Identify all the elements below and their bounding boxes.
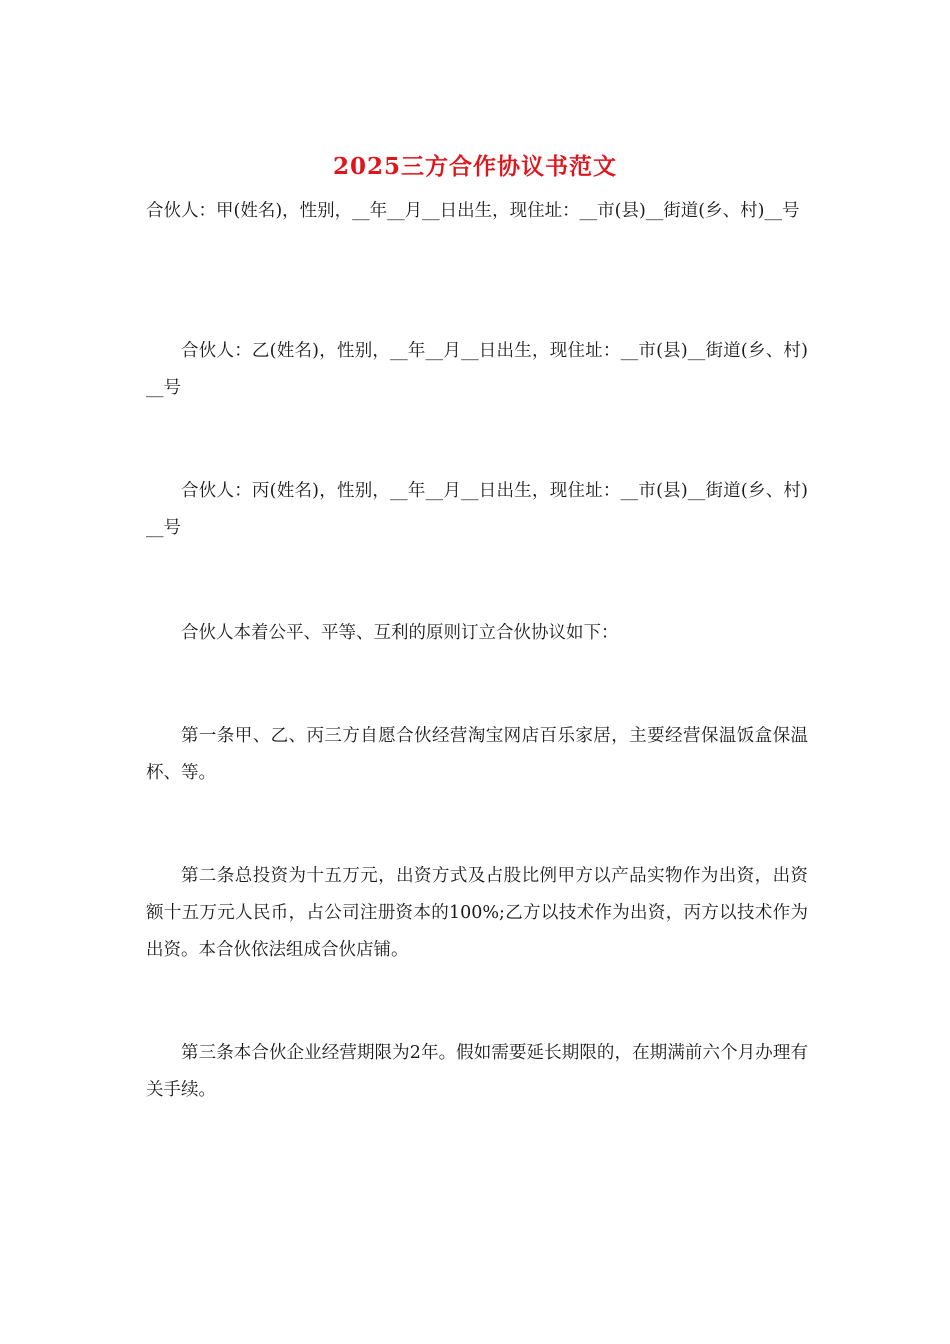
document-title: 2025三方合作协议书范文: [332, 153, 617, 180]
paragraph-partner-c: 合伙人：丙(姓名)，性别，__年__月__日出生，现住址：__市(县)__街道(乡、村)__号: [146, 481, 808, 538]
paragraph-article-1: 第一条甲、乙、丙三方自愿合伙经营淘宝网店百乐家居，主要经营保温饭盒保温杯、等。: [146, 726, 808, 783]
paragraph-partner-a: 合伙人：甲(姓名)，性别，__年__月__日出生，现住址：__市(县)__街道(乡、村)__号: [146, 201, 800, 221]
paragraph-preamble: 合伙人本着公平、平等、互利的原则订立合伙协议如下：: [181, 623, 619, 643]
paragraph-partner-b: 合伙人：乙(姓名)，性别，__年__月__日出生，现住址：__市(县)__街道(乡、村)__号: [146, 341, 808, 398]
paragraph-article-3: 第三条本合伙企业经营期限为2年。假如需要延长期限的，在期满前六个月办理有关手续。: [146, 1043, 808, 1100]
paragraph-article-2: 第二条总投资为十五万元，出资方式及占股比例甲方以产品实物作为出资，出资额十五万元人民币，占公司注册资本的100%;乙方以技术作为出资，丙方以技术作为出资。本合伙依法组成合伙店铺。: [146, 866, 808, 960]
